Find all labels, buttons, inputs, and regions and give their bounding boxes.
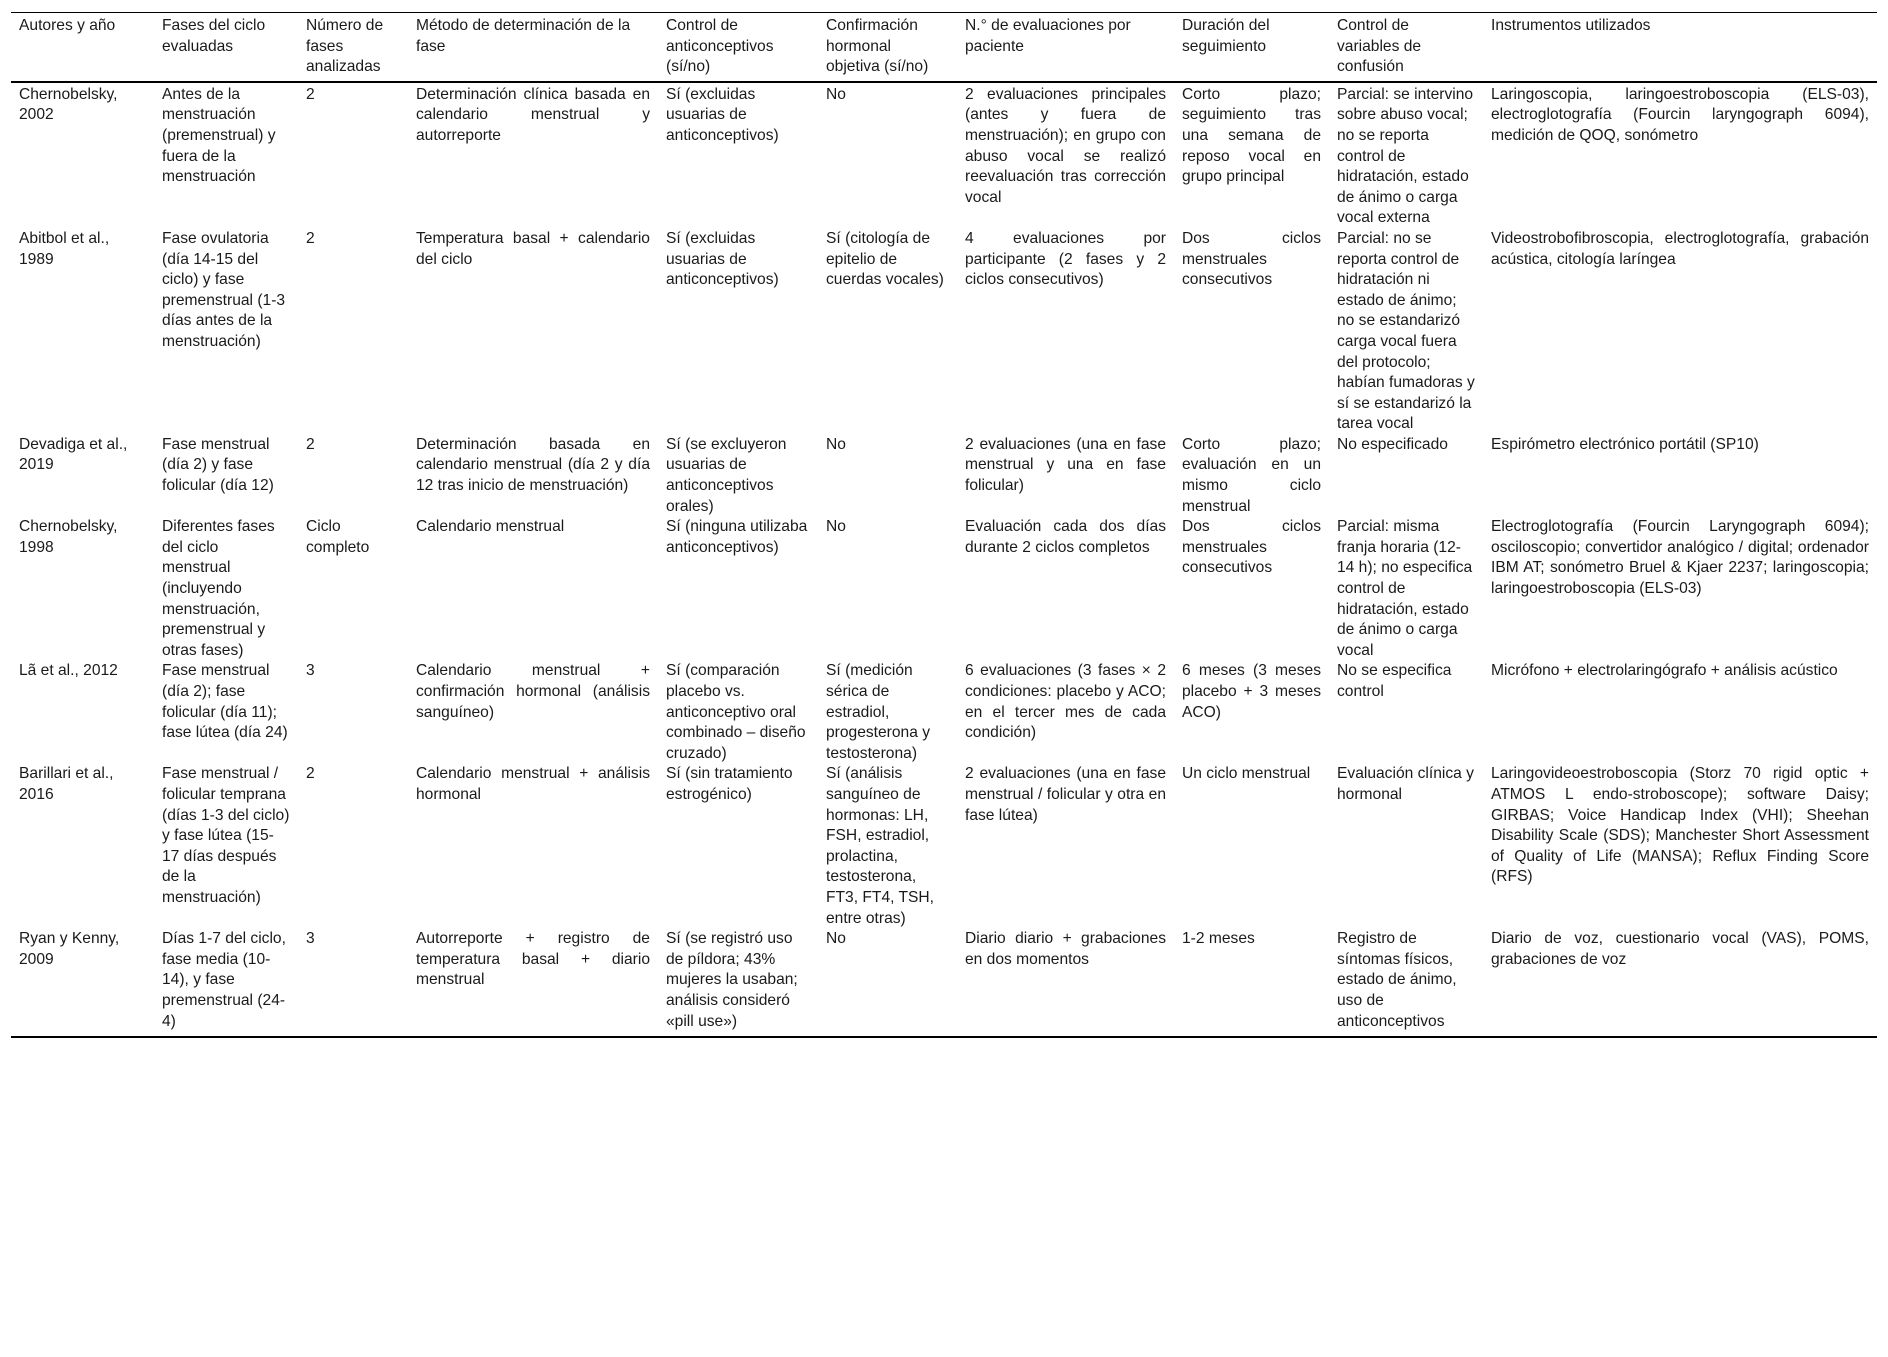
cell-hormonal-confirmation: No [818,929,957,1037]
cell-phase-method: Autorreporte + registro de temperatura basal + diario menstrual [408,929,658,1037]
cell-phases-evaluated: Fase ovulatoria (día 14-15 del ciclo) y fase premenstrual (1-3 días antes de la menstruación) [162,229,286,350]
cell-follow-up-duration: Dos ciclos menstruales consecutivos [1182,229,1321,289]
cell-hormonal-confirmation: No [826,435,846,453]
cell-number-of-phases: 2 [306,85,315,103]
cell-follow-up-duration: 1-2 meses [1174,929,1329,1037]
cell-authors-year: Ryan y Kenny, 2009 [11,929,154,1037]
cell-instruments: Laringovideoestroboscopia (Storz 70 rigid optic + ATMOS L endo-stroboscope); software Daisy; GIRBAS; Voice Handicap Index (VHI); Sheehan Disability Scale (SDS); Manchester Short Assessment of Quality of Life (MANSA); Reflux Finding Score (RFS) [1491,765,1869,886]
cell-authors-year: Chernobelsky, 1998 [19,518,118,556]
table-row [11,517,1877,661]
cell-confounder-control: Evaluación clínica y hormonal [1337,765,1474,803]
cell-contraceptive-control: Sí (ninguna utilizaba anticonceptivos) [666,518,808,556]
cell-confounder-control: Parcial: no se reporta control de hidratación ni estado de ánimo; no se estandarizó carga vocal fuera del protocolo; habían fumadoras y sí se estandarizó la tarea vocal [1337,229,1475,433]
column-header-hormonal-confirmation: Confirmación hormonal objetiva (sí/no) [818,13,957,82]
header-row [11,13,1877,82]
table-row [11,435,1877,517]
cell-number-of-phases: 3 [298,929,408,1037]
table-header [11,13,1877,82]
cell-hormonal-confirmation: Sí (citología de epitelio de cuerdas vocales) [826,229,944,289]
cell-number-of-phases: 2 [306,765,315,783]
cell-phases-evaluated: Fase menstrual (día 2) y fase folicular (día 12) [162,435,274,495]
cell-evaluations-per-patient: 2 evaluaciones principales (antes y fuera de menstruación); en grupo con abuso vocal se realizó reevaluación tras corrección vocal [965,85,1166,206]
cell-authors-year: Lã et al., 2012 [19,662,118,680]
cell-phases-evaluated: Días 1-7 del ciclo, fase media (10-14), y fase premenstrual (24-4) [154,929,298,1037]
cell-instruments: Electroglotografía (Fourcin Laryngograph 6094); osciloscopio; convertidor analógico / digital; ordenador IBM AT; sonómetro Bruel & Kjaer 2237; laringoscopia; laringoestroboscopia (ELS-03) [1491,518,1869,598]
cell-evaluations-per-patient: 2 evaluaciones (una en fase menstrual y una en fase folicular) [965,435,1166,495]
table-body [11,82,1877,1037]
cell-follow-up-duration: Corto plazo; evaluación en un mismo ciclo menstrual [1182,435,1321,515]
cell-instruments: Micrófono + electrolaringógrafo + análisis acústico [1491,662,1838,680]
cell-number-of-phases: 2 [306,229,315,247]
column-header-contraceptive-control: Control de anticonceptivos (sí/no) [658,13,818,82]
cell-follow-up-duration: Corto plazo; seguimiento tras una semana de reposo vocal en grupo principal [1182,85,1321,186]
cell-confounder-control: Parcial: misma franja horaria (12-14 h); no especifica control de hidratación, estado de ánimo o carga vocal [1337,518,1473,659]
cell-number-of-phases: 3 [306,662,315,680]
cell-instruments: Laringoscopia, laringoestroboscopia (ELS-03), electroglotografía (Fourcin laryngograph 6094), medición de QOQ, sonómetro [1491,85,1869,144]
cell-phases-evaluated: Antes de la menstruación (premenstrual) y fuera de la menstruación [162,85,276,186]
cell-contraceptive-control: Sí (se excluyeron usuarias de anticonceptivos orales) [666,435,787,515]
column-header-confounder-control: Control de variables de confusión [1329,13,1483,82]
cell-phases-evaluated: Fase menstrual (día 2); fase folicular (día 11); fase lútea (día 24) [162,662,288,742]
cell-number-of-phases: 2 [306,435,315,453]
column-header-authors-year: Autores y año [11,13,154,82]
cell-follow-up-duration: Un ciclo menstrual [1182,765,1311,783]
cell-authors-year: Chernobelsky, 2002 [19,85,118,124]
column-header-evaluations-per-patient: N.° de evaluaciones por paciente [957,13,1174,82]
column-header-follow-up-duration: Duración del seguimiento [1174,13,1329,82]
cell-contraceptive-control: Sí (sin tratamiento estrogénico) [666,765,793,803]
cell-phase-method: Determinación clínica basada en calendario menstrual y autorreporte [416,85,650,144]
studies-table-container [11,12,1877,1038]
cell-instruments: Diario de voz, cuestionario vocal (VAS), POMS, grabaciones de voz [1483,929,1877,1037]
cell-phase-method: Calendario menstrual [416,518,565,536]
cell-contraceptive-control: Sí (se registró uso de píldora; 43% mujeres la usaban; análisis consideró «pill use») [658,929,818,1037]
cell-hormonal-confirmation: No [826,85,846,103]
table-row [11,764,1877,929]
cell-evaluations-per-patient: Evaluación cada dos días durante 2 ciclos completos [965,518,1166,556]
cell-follow-up-duration: 6 meses (3 meses placebo + 3 meses ACO) [1182,662,1321,721]
cell-contraceptive-control: Sí (excluidas usuarias de anticonceptivos) [666,229,779,289]
column-header-instruments: Instrumentos utilizados [1483,13,1877,82]
table-row [11,82,1877,229]
column-header-number-of-phases: Número de fases analizadas [298,13,408,82]
column-header-phase-method: Método de determinación de la fase [408,13,658,82]
cell-phase-method: Determinación basada en calendario menstrual (día 2 y día 12 tras inicio de menstruación) [416,435,650,495]
cell-phase-method: Temperatura basal + calendario del ciclo [416,229,650,268]
cell-phase-method: Calendario menstrual + confirmación hormonal (análisis sanguíneo) [416,662,650,721]
table-row [11,229,1877,435]
cell-evaluations-per-patient: Diario diario + grabaciones en dos momentos [957,929,1174,1037]
studies-table [11,12,1877,1038]
cell-phases-evaluated: Diferentes fases del ciclo menstrual (incluyendo menstruación, premenstrual y otras fases) [162,518,275,659]
cell-hormonal-confirmation: No [826,518,846,536]
cell-authors-year: Barillari et al., 2016 [19,765,114,803]
cell-confounder-control: No especificado [1337,435,1448,453]
cell-evaluations-per-patient: 6 evaluaciones (3 fases × 2 condiciones: placebo y ACO; en el tercer mes de cada condición) [965,662,1166,742]
cell-instruments: Videostrobofibroscopia, electroglotografía, grabación acústica, citología laríngea [1491,229,1869,268]
cell-hormonal-confirmation: Sí (análisis sanguíneo de hormonas: LH, FSH, estradiol, prolactina, testosterona, FT3, FT4, TSH, entre otras) [826,765,935,927]
cell-confounder-control: Registro de síntomas físicos, estado de ánimo, uso de anticonceptivos [1329,929,1483,1037]
cell-evaluations-per-patient: 2 evaluaciones (una en fase menstrual / folicular y otra en fase lútea) [965,765,1166,824]
cell-instruments: Espirómetro electrónico portátil (SP10) [1491,435,1759,453]
cell-evaluations-per-patient: 4 evaluaciones por participante (2 fases y 2 ciclos consecutivos) [965,229,1166,289]
table-row [11,661,1877,764]
cell-follow-up-duration: Dos ciclos menstruales consecutivos [1182,518,1321,577]
cell-hormonal-confirmation: Sí (medición sérica de estradiol, progesterona y testosterona) [826,662,931,762]
cell-contraceptive-control: Sí (excluidas usuarias de anticonceptivos) [666,85,779,144]
cell-authors-year: Devadiga et al., 2019 [19,435,128,474]
cell-phases-evaluated: Fase menstrual / folicular temprana (días 1-3 del ciclo) y fase lútea (15-17 días después de la menstruación) [162,765,290,906]
cell-contraceptive-control: Sí (comparación placebo vs. anticonceptivo oral combinado – diseño cruzado) [666,662,806,762]
cell-confounder-control: No se especifica control [1337,662,1452,700]
cell-confounder-control: Parcial: se intervino sobre abuso vocal; no se reporta control de hidratación, estado de ánimo o carga vocal externa [1337,85,1474,227]
cell-number-of-phases: Ciclo completo [306,518,370,556]
cell-phase-method: Calendario menstrual + análisis hormonal [416,765,650,803]
cell-authors-year: Abitbol et al., 1989 [19,229,110,268]
table-row [11,929,1877,1037]
column-header-phases-evaluated: Fases del ciclo evaluadas [154,13,298,82]
